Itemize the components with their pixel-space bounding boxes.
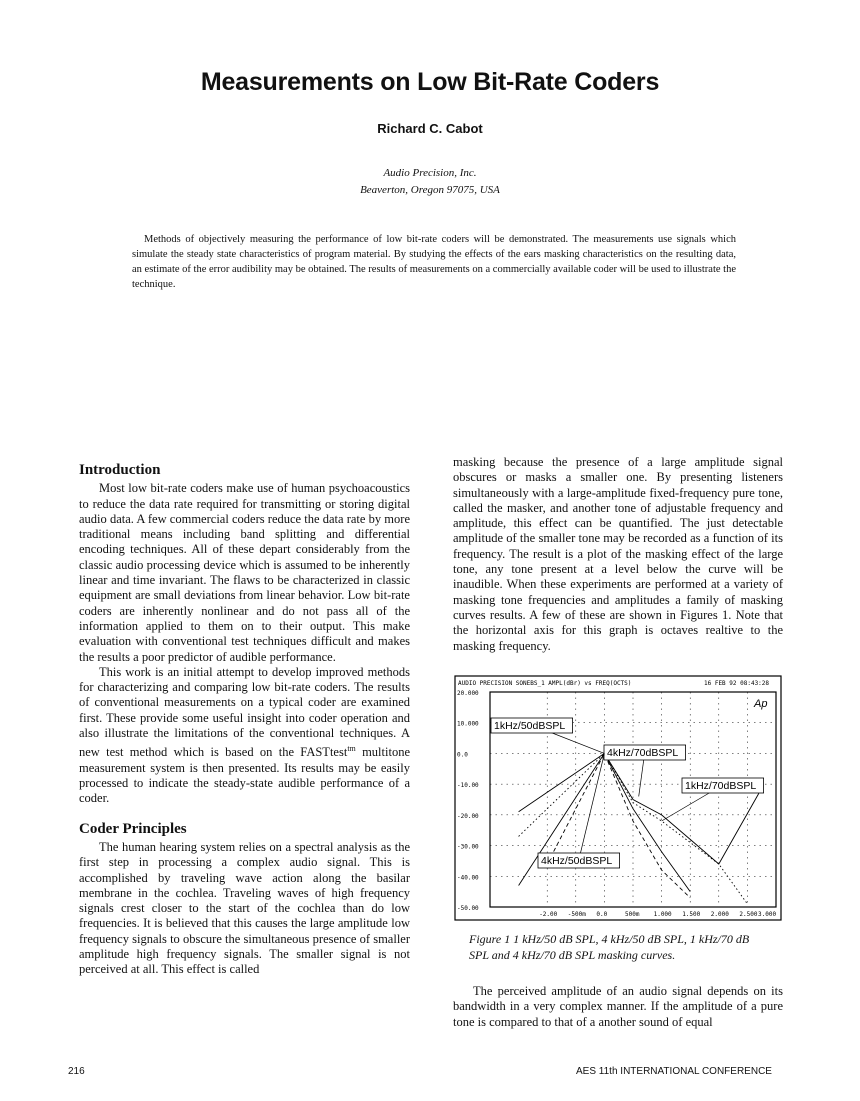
label-4khz-50db: 4kHz/50dBSPL <box>541 855 613 867</box>
right-column-top <box>453 455 783 654</box>
x-tick-label: 1.000 <box>653 911 672 918</box>
x-tick-label: 2.500 <box>739 911 758 918</box>
abstract: Methods of objectively measuring the performance of low bit-rate coders will be demonstrated. The measurements use signals which simulate the steady state characteristics of program material. By studying the effects of the ears masking characteristics on the resulting data, an estimate of the error audibility may be obtained. The results of measurements on a commercially available coder will be used to illustrate the technique. <box>132 234 736 290</box>
figure-caption: Figure 1 1 kHz/50 dB SPL, 4 kHz/50 dB SPL, 1 kHz/70 dB SPL and 4 kHz/70 dB SPL masking curves. <box>469 932 750 962</box>
intro-paragraph-2-text-cont: multitone measurement system is then presented. Its results may be easily processed to indicate the steady-state audible performance of a coder. <box>79 745 410 806</box>
y-tick-label: -30.00 <box>457 843 479 851</box>
section-heading-introduction: Introduction <box>79 462 161 478</box>
page-number: 216 <box>68 1066 85 1077</box>
y-tick-label: 20.000 <box>457 690 479 697</box>
x-tick-labels <box>539 911 776 918</box>
trademark-superscript: tm <box>347 744 356 754</box>
conference-name: AES 11th INTERNATIONAL CONFERENCE <box>576 1066 772 1077</box>
affiliation-location: Beaverton, Oregon 97075, USA <box>360 184 500 196</box>
coder-paragraph-1-continued: masking because the presence of a large amplitude signal obscures or masks a smaller one. By presenting listeners simultaneously with a large-amplitude fixed-frequency pure tone, called the masker, and another tone of adjustable frequency and amplitude, this effect can be quantified. The just detectable amplitude of the smaller tone may be recorded as a function of its frequency. The result is a plot of the masking effect of the large tone, any tone present at a level below the curve will be inaudible. When these experiments are performed at a variety of masking tone frequencies and amplitudes a family of masking curves results. A few of these are shown in Figures 1. Note that the horizontal axis for this graph is octaves realtive to the masking frequency. <box>453 455 783 653</box>
y-tick-label: -20.00 <box>457 812 479 820</box>
coder-paragraph-1: The human hearing system relies on a spectral analysis as the first step in processing a complex audio signal. This is accomplished by traveling wave action along the basilar membrane in the cochlea. Traveling waves of high frequency signals crest closer to the start of the cochlea than do low frequencies. It is believed that this causes the large amplitude low frequency signals to obscure the simultaneous presence of smaller amplitude high frequency signals. The smaller signal is not perceived at all. This effect is called <box>79 839 410 977</box>
y-tick-label: 10.000 <box>457 720 479 728</box>
x-tick-label: 0.0 <box>596 911 608 918</box>
x-tick-label: 2.000 <box>710 911 729 918</box>
y-tick-label: 0.0 <box>457 751 468 759</box>
label-1khz-50db: 1kHz/50dBSPL <box>494 720 566 732</box>
chart-header-left: AUDIO PRECISION SONEBS_1 AMPL(dBr) vs FREQ(OCTS) <box>458 680 632 687</box>
paper-title: Measurements on Low Bit-Rate Coders <box>200 68 660 96</box>
label-4khz-70db: 4kHz/70dBSPL <box>607 747 679 759</box>
coder-paragraph-2: The perceived amplitude of an audio signal depends on its bandwidth in a very complex manner. If the amplitude of a pure tone is compared to that of a another sound of equal <box>453 984 783 1029</box>
chart-frame <box>455 676 781 920</box>
chart-header-right: 16 FEB 92 08:43:28 <box>704 680 770 687</box>
x-tick-label: 1.500 <box>682 911 701 918</box>
right-column-bottom <box>453 984 783 1030</box>
x-tick-label: 3.000 <box>758 911 777 918</box>
x-tick-label: -500m <box>567 911 586 918</box>
intro-paragraph-2 <box>79 665 410 807</box>
masking-curves-chart <box>454 675 782 921</box>
y-tick-label: -40.00 <box>457 874 479 882</box>
label-1khz-70db: 1kHz/70dBSPL <box>685 780 757 792</box>
x-tick-label: 500m <box>625 911 640 918</box>
x-tick-label: -2.00 <box>539 911 558 918</box>
section-heading-coder-principles: Coder Principles <box>79 820 187 837</box>
y-tick-label: -10.00 <box>457 782 479 790</box>
left-column <box>79 463 410 978</box>
intro-paragraph-1: Most low bit-rate coders make use of human psychoacoustics to reduce the data rate required for transmitting or storing digital audio data. A few commercial coders reduce the data rate by more traditional means including band splitting and differential encoding techniques. All of these depart considerably from the classic audio processing device which is assumed to be inherently linear and time invariant. The flaws to be characterized in classic equipment are small deviations from linear behavior. Low bit-rate coders are inherently nonlinear and do not pass all of the information applied to them on to their output. This make evaluation with conventional test techniques difficult and makes the results a poor predictor of audible performance. <box>79 481 410 664</box>
author-name: Richard C. Cabot <box>377 121 483 136</box>
intro-paragraph-2-text: This work is an initial attempt to develop improved methods for characterizing and comparing low bit-rate coders. The results of conventional measurements on a typical coder are examined first. These provide some useful insight into coder operation and also illustrate the limitations of the conventional techniques. A new test method which is based on the FASTtest <box>79 664 410 760</box>
ap-logo: Ap <box>754 698 768 710</box>
y-tick-label: -50.00 <box>457 905 479 912</box>
affiliation-org: Audio Precision, Inc. <box>383 167 477 179</box>
